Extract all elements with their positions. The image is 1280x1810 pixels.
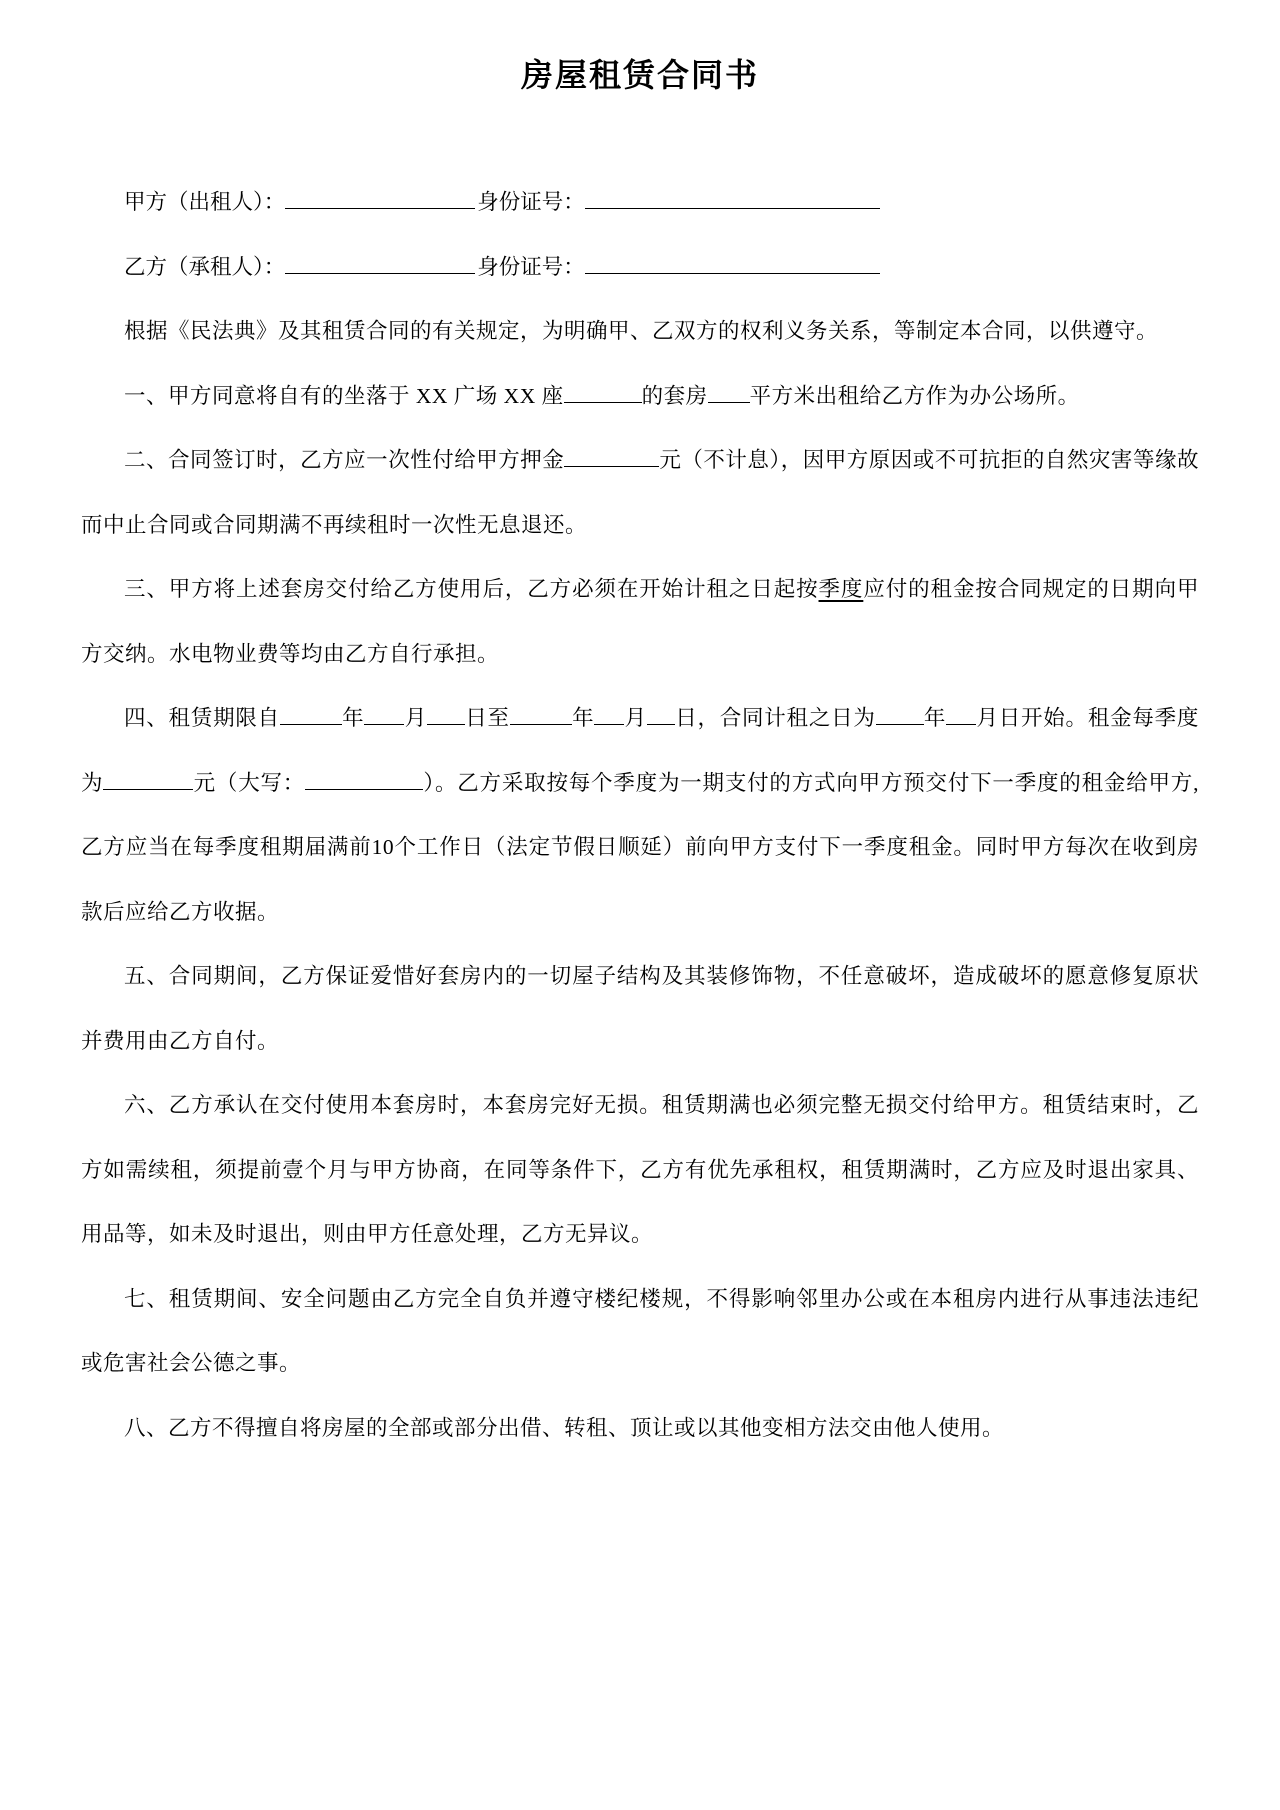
clause-text: 四、租赁期限自 (124, 706, 280, 730)
party-label: 乙方（承租人）： (124, 254, 286, 279)
underlined-term: 季度 (818, 577, 864, 601)
preamble-paragraph (81, 299, 1199, 364)
fill-in-blank (585, 187, 880, 209)
fill-in-blank (647, 703, 675, 725)
fill-in-blank (594, 703, 624, 725)
party-row-2 (81, 235, 1199, 300)
clause-text: 二、合同签订时，乙方应一次性付给甲方押金 (124, 448, 565, 472)
contract-clause-7 (81, 1267, 1199, 1396)
fill-in-blank (285, 187, 475, 209)
fill-in-blank (564, 445, 659, 467)
fill-in-blank (708, 381, 750, 403)
id-number-label: 身份证号： (477, 254, 585, 279)
clause-text: 日至 (465, 706, 510, 730)
clause-text: 三、甲方将上述套房交付给乙方使用后，乙方必须在开始计租之日起按 (124, 577, 819, 601)
clause-text: 应付的租金按合同规定的日期向甲方交纳。水电物业费等均由乙方自行承担。 (81, 577, 1199, 666)
fill-in-blank (364, 703, 404, 725)
clause-text: 七、租赁期间、安全问题由乙方完全自负并遵守楼纪楼规，不得影响邻里办公或在本租房内进行从事违法违纪或危害社会公德之事。 (81, 1286, 1199, 1375)
clause-text: 年 (571, 706, 595, 730)
fill-in-blank (305, 768, 423, 790)
fill-in-blank (103, 768, 193, 790)
fill-in-blank (564, 381, 642, 403)
fill-in-blank (427, 703, 465, 725)
contract-clause-4 (81, 686, 1199, 944)
clause-text: 根据《民法典》及其租赁合同的有关规定，为明确甲、乙双方的权利义务关系，等制定本合同，以供遵守。 (124, 319, 1159, 343)
clause-text: 月 (404, 706, 427, 730)
clause-text: ）。乙方采取按每个季度为一期支付的方式向甲方预交付下一季度的租金给甲方,乙方应当在每季度租期届满前10个工作日（法定节假日顺延）前向甲方支付下一季度租金。同时甲方每次在收到房款后应给乙方收据。 (81, 770, 1199, 924)
fill-in-blank (280, 703, 342, 725)
id-number-label: 身份证号： (477, 190, 585, 214)
clause-text: 一、甲方同意将自有的坐落于 XX 广场 XX 座 (124, 383, 564, 408)
party-label: 甲方（出租人）： (124, 190, 286, 214)
fill-in-blank (946, 703, 976, 725)
parties-section (81, 170, 1199, 299)
clause-text: 月日开始。租金每季度为 (81, 706, 1199, 795)
clause-text: 元（大写： (193, 770, 306, 795)
contract-clause-3 (81, 557, 1199, 686)
clause-text: 日，合同计租之日为 (674, 706, 876, 730)
clause-text: 元（不计息），因甲方原因或不可抗拒的自然灾害等缘故而中止合同或合同期满不再续租时一次性无息退还。 (81, 448, 1199, 537)
document-title: 房屋租赁合同书 (520, 57, 759, 93)
clause-text: 五、合同期间，乙方保证爱惜好套房内的一切屋子结构及其装修饰物，不任意破坏，造成破坏的愿意修复原状并费用由乙方自付。 (81, 964, 1199, 1053)
clause-text: 八、乙方不得擅自将房屋的全部或部分出借、转租、顶让或以其他变相方法交由他人使用。 (124, 1415, 1005, 1440)
clause-text: 年 (923, 706, 947, 730)
fill-in-blank (510, 703, 572, 725)
contract-clause-5 (81, 944, 1199, 1073)
clause-text: 的套房 (641, 383, 708, 408)
party-row-1 (81, 170, 1199, 235)
fill-in-blank (285, 252, 475, 274)
fill-in-blank (876, 703, 924, 725)
contract-clause-1 (81, 364, 1199, 429)
contract-clause-6 (81, 1073, 1199, 1267)
fill-in-blank (585, 252, 880, 274)
clause-text: 月 (624, 706, 647, 730)
clause-text: 年 (341, 706, 365, 730)
contract-clause-8 (81, 1396, 1199, 1461)
clause-text: 平方米出租给乙方作为办公场所。 (749, 383, 1080, 408)
clause-text: 六、乙方承认在交付使用本套房时，本套房完好无损。租赁期满也必须完整无损交付给甲方。租赁结束时，乙方如需续租，须提前壹个月与甲方协商，在同等条件下，乙方有优先承租权，租赁期满时，乙方应及时退出家具、用品等，如未及时退出，则由甲方任意处理，乙方无异议。 (81, 1093, 1199, 1246)
contract-clause-2 (81, 428, 1199, 557)
contract-clauses-section (81, 299, 1199, 1460)
